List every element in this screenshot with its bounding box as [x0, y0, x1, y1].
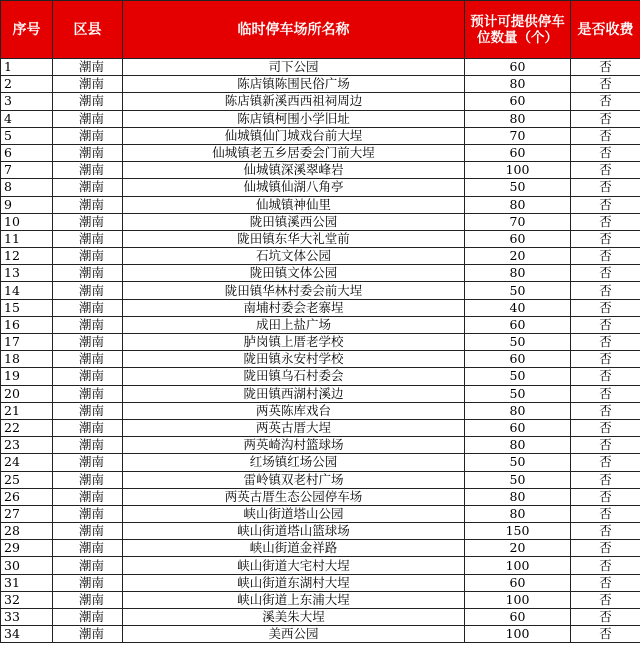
cell-index: 1 [1, 59, 53, 76]
cell-district: 潮南 [53, 368, 123, 385]
cell-district: 潮南 [53, 574, 123, 591]
cell-index: 16 [1, 316, 53, 333]
cell-capacity: 150 [465, 523, 571, 540]
cell-index: 12 [1, 248, 53, 265]
cell-district: 潮南 [53, 127, 123, 144]
cell-index: 18 [1, 351, 53, 368]
cell-capacity: 50 [465, 385, 571, 402]
cell-fee: 否 [571, 574, 640, 591]
cell-index: 5 [1, 127, 53, 144]
cell-fee: 否 [571, 626, 640, 643]
table-row [1, 265, 640, 282]
table-row [1, 299, 640, 316]
table-row [1, 127, 640, 144]
cell-name: 仙城镇仙湖八角亭 [123, 179, 465, 196]
cell-index: 7 [1, 162, 53, 179]
cell-capacity: 60 [465, 59, 571, 76]
cell-capacity: 80 [465, 437, 571, 454]
cell-capacity: 80 [465, 110, 571, 127]
cell-capacity: 60 [465, 230, 571, 247]
cell-name: 石坑文体公园 [123, 248, 465, 265]
header-name: 临时停车场所名称 [123, 1, 465, 59]
cell-name: 两英崎沟村篮球场 [123, 437, 465, 454]
table-row [1, 505, 640, 522]
cell-district: 潮南 [53, 248, 123, 265]
header-fee: 是否收费 [571, 1, 640, 59]
cell-index: 33 [1, 609, 53, 626]
table-row [1, 59, 640, 76]
cell-fee: 否 [571, 213, 640, 230]
cell-fee: 否 [571, 196, 640, 213]
cell-capacity: 40 [465, 299, 571, 316]
cell-district: 潮南 [53, 213, 123, 230]
cell-name: 司下公园 [123, 59, 465, 76]
cell-name: 峡山街道大宅村大埕 [123, 557, 465, 574]
cell-district: 潮南 [53, 351, 123, 368]
cell-district: 潮南 [53, 419, 123, 436]
cell-capacity: 60 [465, 144, 571, 161]
cell-fee: 否 [571, 523, 640, 540]
table-header [1, 1, 640, 59]
cell-capacity: 100 [465, 591, 571, 608]
cell-name: 陇田镇乌石村委会 [123, 368, 465, 385]
table-row [1, 144, 640, 161]
cell-index: 10 [1, 213, 53, 230]
cell-fee: 否 [571, 368, 640, 385]
table-row [1, 557, 640, 574]
cell-index: 21 [1, 402, 53, 419]
cell-index: 30 [1, 557, 53, 574]
cell-index: 9 [1, 196, 53, 213]
cell-index: 20 [1, 385, 53, 402]
cell-district: 潮南 [53, 454, 123, 471]
cell-name: 溪美朱大埕 [123, 609, 465, 626]
cell-name: 陇田镇溪西公园 [123, 213, 465, 230]
header-index: 序号 [1, 1, 53, 59]
table-row [1, 368, 640, 385]
cell-capacity: 20 [465, 540, 571, 557]
cell-capacity: 80 [465, 488, 571, 505]
cell-index: 8 [1, 179, 53, 196]
cell-name: 陈店镇柯围小学旧址 [123, 110, 465, 127]
table-row [1, 626, 640, 643]
table-row [1, 437, 640, 454]
cell-district: 潮南 [53, 523, 123, 540]
cell-district: 潮南 [53, 385, 123, 402]
table-row [1, 316, 640, 333]
cell-district: 潮南 [53, 557, 123, 574]
cell-fee: 否 [571, 110, 640, 127]
table-row [1, 488, 640, 505]
cell-fee: 否 [571, 316, 640, 333]
cell-fee: 否 [571, 282, 640, 299]
cell-district: 潮南 [53, 179, 123, 196]
cell-fee: 否 [571, 299, 640, 316]
cell-district: 潮南 [53, 316, 123, 333]
cell-index: 19 [1, 368, 53, 385]
table-row [1, 248, 640, 265]
cell-capacity: 80 [465, 505, 571, 522]
table-row [1, 230, 640, 247]
cell-district: 潮南 [53, 402, 123, 419]
table-row [1, 282, 640, 299]
cell-capacity: 100 [465, 626, 571, 643]
cell-capacity: 50 [465, 471, 571, 488]
cell-fee: 否 [571, 59, 640, 76]
cell-name: 红场镇红场公园 [123, 454, 465, 471]
cell-capacity: 60 [465, 419, 571, 436]
cell-index: 28 [1, 523, 53, 540]
cell-capacity: 80 [465, 402, 571, 419]
cell-fee: 否 [571, 454, 640, 471]
cell-district: 潮南 [53, 144, 123, 161]
cell-fee: 否 [571, 93, 640, 110]
cell-name: 陇田镇文体公园 [123, 265, 465, 282]
cell-district: 潮南 [53, 59, 123, 76]
cell-index: 23 [1, 437, 53, 454]
cell-name: 陇田镇东华大礼堂前 [123, 230, 465, 247]
cell-index: 11 [1, 230, 53, 247]
cell-capacity: 100 [465, 557, 571, 574]
cell-fee: 否 [571, 265, 640, 282]
cell-district: 潮南 [53, 76, 123, 93]
cell-district: 潮南 [53, 282, 123, 299]
table-row [1, 591, 640, 608]
cell-fee: 否 [571, 437, 640, 454]
table-row [1, 609, 640, 626]
cell-capacity: 60 [465, 93, 571, 110]
cell-name: 陇田镇华林村委会前大埕 [123, 282, 465, 299]
cell-name: 成田上盐广场 [123, 316, 465, 333]
cell-index: 26 [1, 488, 53, 505]
table-row [1, 351, 640, 368]
cell-capacity: 100 [465, 162, 571, 179]
cell-capacity: 70 [465, 213, 571, 230]
cell-fee: 否 [571, 76, 640, 93]
cell-name: 陈店镇陈围民俗广场 [123, 76, 465, 93]
cell-fee: 否 [571, 609, 640, 626]
cell-capacity: 80 [465, 196, 571, 213]
cell-district: 潮南 [53, 196, 123, 213]
cell-fee: 否 [571, 351, 640, 368]
table-body [1, 59, 640, 643]
cell-fee: 否 [571, 230, 640, 247]
cell-district: 潮南 [53, 437, 123, 454]
table-row [1, 454, 640, 471]
cell-fee: 否 [571, 591, 640, 608]
table-row [1, 196, 640, 213]
cell-capacity: 80 [465, 265, 571, 282]
cell-capacity: 50 [465, 334, 571, 351]
cell-fee: 否 [571, 334, 640, 351]
cell-district: 潮南 [53, 110, 123, 127]
cell-name: 峡山街道塔山公园 [123, 505, 465, 522]
cell-district: 潮南 [53, 93, 123, 110]
table-row [1, 574, 640, 591]
cell-index: 17 [1, 334, 53, 351]
cell-district: 潮南 [53, 505, 123, 522]
cell-capacity: 70 [465, 127, 571, 144]
table-row [1, 76, 640, 93]
cell-capacity: 60 [465, 351, 571, 368]
cell-index: 25 [1, 471, 53, 488]
table-row [1, 334, 640, 351]
cell-capacity: 60 [465, 316, 571, 333]
cell-name: 仙城镇神仙里 [123, 196, 465, 213]
table-row [1, 162, 640, 179]
cell-name: 陇田镇永安村学校 [123, 351, 465, 368]
header-district: 区县 [53, 1, 123, 59]
cell-fee: 否 [571, 505, 640, 522]
table-row [1, 540, 640, 557]
cell-capacity: 50 [465, 282, 571, 299]
table-row [1, 110, 640, 127]
cell-index: 29 [1, 540, 53, 557]
cell-district: 潮南 [53, 609, 123, 626]
cell-capacity: 20 [465, 248, 571, 265]
cell-index: 24 [1, 454, 53, 471]
cell-name: 陈店镇新溪西西祖祠周边 [123, 93, 465, 110]
header-capacity: 预计可提供停车位数量（个） [465, 1, 571, 59]
cell-name: 峡山街道上东浦大埕 [123, 591, 465, 608]
table-row [1, 471, 640, 488]
cell-name: 两英古厝生态公园停车场 [123, 488, 465, 505]
table-row [1, 385, 640, 402]
table-row [1, 402, 640, 419]
cell-index: 27 [1, 505, 53, 522]
header-row [1, 1, 640, 59]
cell-index: 4 [1, 110, 53, 127]
table-row [1, 179, 640, 196]
cell-fee: 否 [571, 385, 640, 402]
cell-fee: 否 [571, 179, 640, 196]
cell-fee: 否 [571, 402, 640, 419]
cell-fee: 否 [571, 144, 640, 161]
cell-name: 峡山街道塔山篮球场 [123, 523, 465, 540]
cell-capacity: 60 [465, 574, 571, 591]
cell-capacity: 60 [465, 609, 571, 626]
table-row [1, 93, 640, 110]
cell-name: 仙城镇仙门城戏台前大埕 [123, 127, 465, 144]
cell-name: 两英古厝大埕 [123, 419, 465, 436]
cell-fee: 否 [571, 419, 640, 436]
cell-fee: 否 [571, 540, 640, 557]
cell-district: 潮南 [53, 471, 123, 488]
cell-capacity: 50 [465, 454, 571, 471]
cell-fee: 否 [571, 488, 640, 505]
cell-name: 峡山街道金祥路 [123, 540, 465, 557]
cell-capacity: 80 [465, 76, 571, 93]
table-row [1, 213, 640, 230]
cell-name: 美西公园 [123, 626, 465, 643]
cell-district: 潮南 [53, 591, 123, 608]
cell-index: 32 [1, 591, 53, 608]
cell-index: 15 [1, 299, 53, 316]
cell-index: 13 [1, 265, 53, 282]
cell-fee: 否 [571, 557, 640, 574]
table-row [1, 523, 640, 540]
cell-district: 潮南 [53, 626, 123, 643]
cell-name: 仙城镇深溪翠峰岩 [123, 162, 465, 179]
cell-fee: 否 [571, 162, 640, 179]
cell-index: 34 [1, 626, 53, 643]
cell-district: 潮南 [53, 334, 123, 351]
cell-name: 陇田镇西湖村溪边 [123, 385, 465, 402]
cell-district: 潮南 [53, 230, 123, 247]
cell-fee: 否 [571, 127, 640, 144]
cell-district: 潮南 [53, 162, 123, 179]
cell-capacity: 50 [465, 179, 571, 196]
cell-name: 南埔村委会老寨埕 [123, 299, 465, 316]
cell-index: 31 [1, 574, 53, 591]
cell-index: 22 [1, 419, 53, 436]
cell-capacity: 50 [465, 368, 571, 385]
cell-index: 2 [1, 76, 53, 93]
table-row [1, 419, 640, 436]
cell-fee: 否 [571, 248, 640, 265]
cell-district: 潮南 [53, 299, 123, 316]
cell-name: 雷岭镇双老村广场 [123, 471, 465, 488]
cell-fee: 否 [571, 471, 640, 488]
cell-name: 仙城镇老五乡居委会门前大埕 [123, 144, 465, 161]
cell-index: 3 [1, 93, 53, 110]
cell-index: 6 [1, 144, 53, 161]
cell-district: 潮南 [53, 540, 123, 557]
cell-name: 峡山街道东湖村大埕 [123, 574, 465, 591]
cell-district: 潮南 [53, 265, 123, 282]
cell-name: 两英陈库戏台 [123, 402, 465, 419]
cell-index: 14 [1, 282, 53, 299]
cell-name: 胪岗镇上厝老学校 [123, 334, 465, 351]
cell-district: 潮南 [53, 488, 123, 505]
